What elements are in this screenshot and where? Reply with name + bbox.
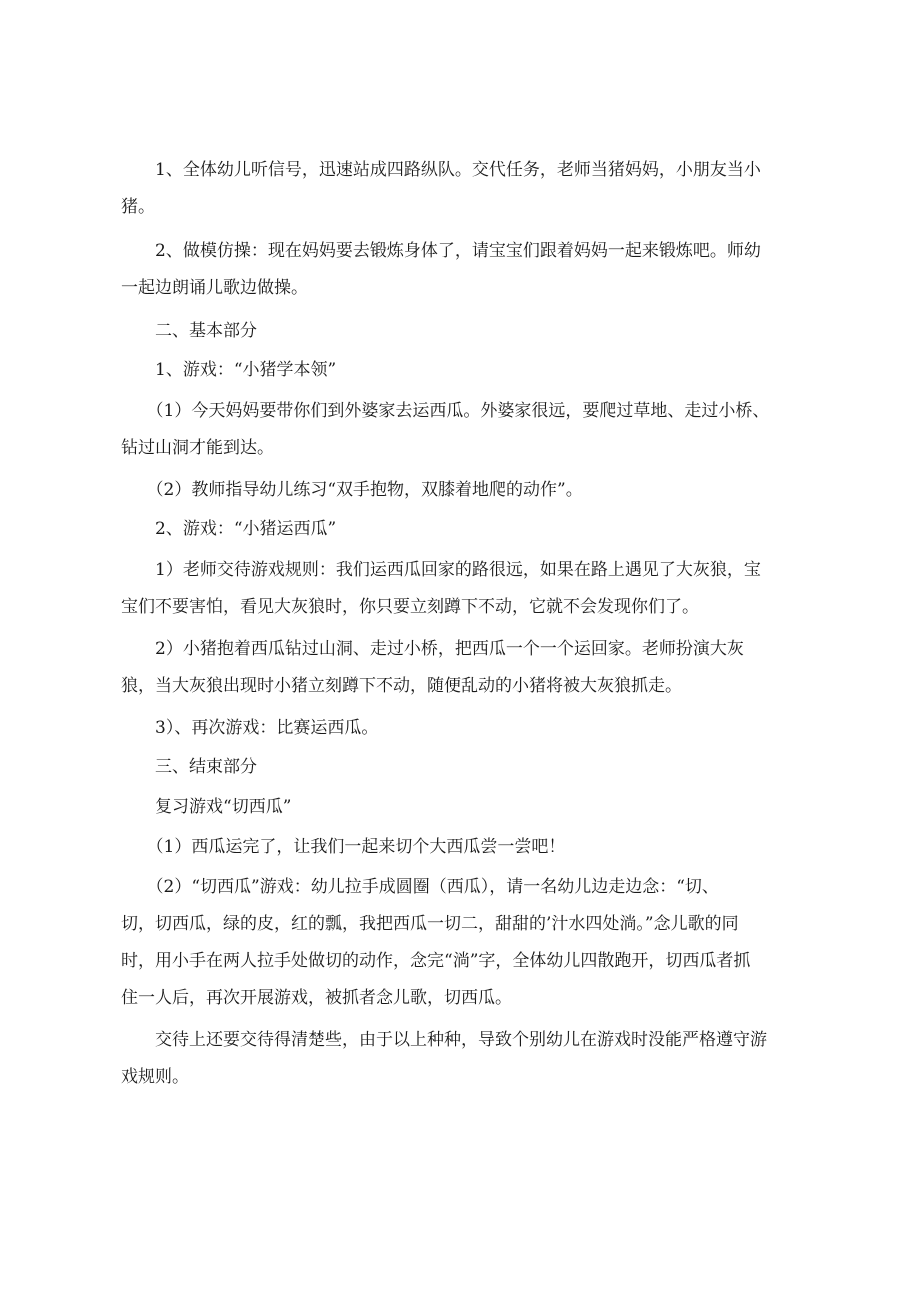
text-line: 二、基本部分	[121, 321, 257, 341]
text-line: 切，切西瓜，绿的皮，红的瓢，我把西瓜一切二，甜甜的’汁水四处淌。”念儿歌的同	[121, 914, 739, 934]
text-line: 宝们不要害怕，看见大灰狼时，你只要立刻蹲下不动，它就不会发现你们了。	[121, 597, 699, 617]
text-line: 1、游戏：“小猪学本领”	[121, 360, 337, 380]
text-line: （1）今天妈妈要带你们到外婆家去运西瓜。外婆家很远，要爬过草地、走过小桥、	[121, 401, 770, 421]
section-heading-ending	[121, 749, 801, 786]
paragraph-game2-step1	[121, 552, 801, 626]
paragraph-game2-step2	[121, 631, 801, 705]
paragraph-game3-step1	[121, 829, 801, 866]
paragraph-2	[121, 233, 801, 307]
text-line: 戏规则。	[121, 1067, 189, 1087]
game-heading-1	[121, 352, 801, 389]
text-line: 1）老师交待游戏规则：我们运西瓜回家的路很远，如果在路上遇见了大灰狼，宝	[121, 560, 761, 580]
text-line: 3）、再次游戏：比赛运西瓜。	[121, 718, 379, 738]
text-line: 一起边朗诵儿歌边做操。	[121, 278, 308, 298]
text-line: 猪。	[121, 197, 155, 217]
text-line: 2）小猪抱着西瓜钻过山洞、走过小桥，把西瓜一个一个运回家。老师扮演大灰	[121, 639, 744, 659]
text-line: 复习游戏“切西瓜”	[121, 797, 292, 817]
text-line: 住一人后，再次开展游戏，被抓者念儿歌，切西瓜。	[121, 988, 512, 1008]
text-line: 1、全体幼儿听信号，迅速站成四路纵队。交代任务，老师当猪妈妈，小朋友当小	[121, 160, 761, 180]
text-line: 时，用小手在两人拉手处做切的动作，念完“淌”字，全体幼儿四散跑开，切西瓜者抓	[121, 951, 751, 971]
text-line: （2）“切西瓜”游戏：幼儿拉手成圆圈（西瓜），请一名幼儿边走边念：“切、	[121, 877, 719, 897]
text-line: 狼，当大灰狼出现时小猪立刻蹲下不动，随便乱动的小猪将被大灰狼抓走。	[121, 676, 682, 696]
paragraph-1	[121, 152, 801, 226]
text-line: 交待上还要交待得清楚些，由于以上种种，导致个别幼儿在游戏时没能严格遵守游	[121, 1030, 767, 1050]
text-line: 2、游戏：“小猪运西瓜”	[121, 519, 337, 539]
paragraph-game2-step3	[121, 710, 801, 747]
text-line: （1）西瓜运完了，让我们一起来切个大西瓜尝一尝吧！	[121, 837, 566, 857]
paragraph-game1-step2	[121, 472, 801, 509]
game-heading-3	[121, 789, 801, 826]
text-line: （2）教师指导幼儿练习“双手抱物，双膝着地爬的动作”。	[121, 480, 583, 500]
paragraph-game1-step1	[121, 393, 801, 467]
paragraph-reflection	[121, 1022, 801, 1096]
game-heading-2	[121, 511, 801, 548]
text-line: 2、做模仿操：现在妈妈要去锻炼身体了，请宝宝们跟着妈妈一起来锻炼吧。师幼	[121, 241, 761, 261]
paragraph-game3-step2	[121, 869, 801, 1017]
text-line: 三、结束部分	[121, 757, 257, 777]
text-line: 钻过山洞才能到达。	[121, 438, 274, 458]
section-heading-basic	[121, 313, 801, 350]
